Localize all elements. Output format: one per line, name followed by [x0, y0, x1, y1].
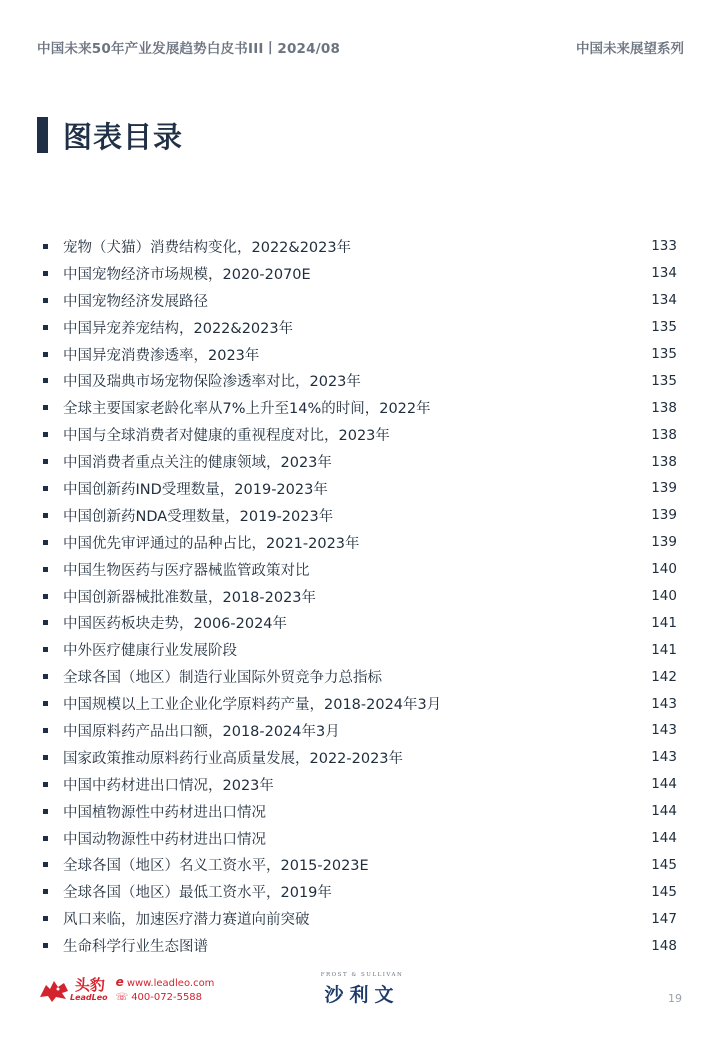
website-link[interactable]: www.leadleo.com: [126, 978, 215, 989]
toc-entry-label: 中国创新器械批准数量，2018-2023年: [63, 589, 317, 606]
toc-entry-label: 中国异宠养宠结构，2022&2023年: [63, 320, 294, 337]
toc-entry-page: 142: [651, 668, 677, 685]
toc-entry-page: 138: [651, 453, 677, 470]
leadleo-logo: [38, 974, 214, 1006]
bullet-icon: [43, 943, 48, 948]
toc-entry[interactable]: [43, 448, 677, 475]
document-header-title: 中国未来50年产业发展趋势白皮书III丨2024/08: [37, 41, 341, 57]
toc-entry[interactable]: [43, 583, 677, 610]
toc-entry[interactable]: [43, 932, 677, 959]
fox-logo-icon: [38, 977, 70, 1003]
toc-entry-label: 中国异宠消费渗透率，2023年: [63, 347, 260, 364]
bullet-icon: [43, 325, 48, 330]
frost-sullivan-logo: [312, 972, 412, 1007]
toc-entry-page: 135: [651, 319, 677, 336]
toc-entry[interactable]: [43, 905, 677, 932]
brand-name-en: LeadLeo: [70, 993, 108, 1002]
toc-entry-page: 133: [651, 238, 677, 255]
toc-entry[interactable]: [43, 421, 677, 448]
toc-entry-page: 143: [651, 695, 677, 712]
toc-entry-label: 中国创新药NDA受理数量，2019-2023年: [63, 508, 334, 525]
toc-entry-page: 135: [651, 372, 677, 389]
toc-entry[interactable]: [43, 260, 677, 287]
bullet-icon: [43, 378, 48, 383]
bullet-icon: [43, 459, 48, 464]
toc-entry-label: 全球各国（地区）最低工资水平，2019年: [63, 885, 332, 902]
toc-entry-page: 138: [651, 426, 677, 443]
title-accent-bar: [37, 117, 48, 153]
toc-entry[interactable]: [43, 529, 677, 556]
bullet-icon: [43, 271, 48, 276]
brand-name-cn: 头豹: [74, 976, 105, 994]
toc-entry-page: 138: [651, 399, 677, 416]
toc-entry-page: 134: [651, 292, 677, 309]
bullet-icon: [43, 809, 48, 814]
bullet-icon: [43, 513, 48, 518]
toc-entry-page: 144: [651, 830, 677, 847]
contact-info: [116, 975, 215, 1005]
bullet-icon: [43, 540, 48, 545]
toc-entry-label: 风口来临，加速医疗潜力赛道向前突破: [63, 912, 310, 929]
toc-entry[interactable]: [43, 502, 677, 529]
toc-entry-page: 147: [651, 910, 677, 927]
toc-entry[interactable]: [43, 878, 677, 905]
page-title-block: [37, 117, 183, 153]
toc-entry[interactable]: [43, 367, 677, 394]
toc-entry[interactable]: [43, 798, 677, 825]
toc-entry[interactable]: [43, 744, 677, 771]
bullet-icon: [43, 298, 48, 303]
toc-entry[interactable]: [43, 233, 677, 260]
toc-entry[interactable]: [43, 287, 677, 314]
toc-entry-page: 143: [651, 722, 677, 739]
toc-entry-page: 141: [651, 614, 677, 631]
toc-entry-page: 145: [651, 856, 677, 873]
toc-entry-label: 生命科学行业生态图谱: [63, 939, 208, 956]
toc-entry-label: 国家政策推动原料药行业高质量发展，2022-2023年: [63, 750, 404, 767]
toc-entry-page: 135: [651, 346, 677, 362]
toc-entry-page: 140: [651, 561, 677, 578]
toc-entry-page: 139: [651, 534, 677, 551]
toc-entry-label: 中国消费者重点关注的健康领域，2023年: [63, 455, 332, 472]
bullet-icon: [43, 620, 48, 625]
bullet-icon: [43, 782, 48, 787]
toc-entry[interactable]: [43, 771, 677, 798]
page-number: 19: [668, 992, 682, 1005]
toc-entry-label: 中国规模以上工业企业化学原料药产量，2018-2024年3月: [63, 697, 442, 714]
bullet-icon: [43, 728, 48, 733]
bullet-icon: [43, 567, 48, 572]
toc-entry-page: 141: [651, 641, 677, 658]
toc-entry[interactable]: [43, 825, 677, 852]
toc-entry[interactable]: [43, 690, 677, 717]
toc-entry-label: 中国中药材进出口情况，2023年: [63, 777, 274, 794]
toc-entry-page: 139: [651, 480, 677, 497]
series-name: 中国未来展望系列: [576, 41, 684, 57]
table-of-figures: [43, 233, 677, 959]
bullet-icon: [43, 836, 48, 841]
toc-entry[interactable]: [43, 717, 677, 744]
bullet-icon: [43, 755, 48, 760]
toc-entry[interactable]: [43, 851, 677, 878]
bullet-icon: [43, 701, 48, 706]
toc-entry-label: 中国植物源性中药材进出口情况: [63, 804, 266, 821]
toc-entry[interactable]: [43, 636, 677, 663]
toc-entry-label: 中国宠物经济发展路径: [63, 293, 208, 310]
bullet-icon: [43, 594, 48, 599]
toc-entry[interactable]: [43, 663, 677, 690]
toc-entry-page: 145: [651, 883, 677, 900]
bullet-icon: [43, 889, 48, 894]
bullet-icon: [43, 674, 48, 679]
web-icon: e: [115, 975, 124, 989]
bullet-icon: [43, 647, 48, 652]
toc-entry[interactable]: [43, 609, 677, 636]
toc-entry[interactable]: [43, 556, 677, 583]
page-title: 图表目录: [63, 119, 184, 154]
toc-entry[interactable]: [43, 314, 677, 341]
partner-name-cn: 沙利文: [324, 984, 400, 1006]
website-line: [116, 975, 215, 991]
toc-entry-label: 中国生物医药与医疗器械监管政策对比: [63, 562, 310, 579]
toc-entry-page: 148: [651, 937, 677, 954]
toc-entry-label: 中国优先审评通过的品种占比，2021-2023年: [63, 535, 360, 552]
toc-entry-label: 中国及瑞典市场宠物保险渗透率对比，2023年: [63, 374, 361, 391]
toc-entry-page: 134: [651, 265, 677, 282]
toc-entry-label: 中国与全球消费者对健康的重视程度对比，2023年: [63, 428, 390, 445]
toc-entry-label: 中国宠物经济市场规模，2020-2070E: [63, 266, 311, 283]
brand-name: [70, 978, 108, 1002]
toc-entry[interactable]: [43, 475, 677, 502]
toc-entry[interactable]: [43, 341, 677, 368]
toc-entry-page: 143: [651, 749, 677, 766]
toc-entry-label: 全球各国（地区）名义工资水平，2015-2023E: [63, 858, 369, 875]
phone-icon: ☏: [115, 992, 129, 1003]
toc-entry[interactable]: [43, 394, 677, 421]
phone-line: [116, 991, 215, 1005]
toc-entry-page: 140: [651, 588, 677, 605]
toc-entry-label: 宠物（犬猫）消费结构变化，2022&2023年: [63, 239, 352, 256]
toc-entry-label: 中国医药板块走势，2006-2024年: [63, 616, 288, 633]
toc-entry-label: 中国原料药产品出口额，2018-2024年3月: [63, 723, 340, 740]
bullet-icon: [43, 244, 48, 249]
bullet-icon: [43, 432, 48, 437]
bullet-icon: [43, 486, 48, 491]
bullet-icon: [43, 862, 48, 867]
toc-entry-label: 全球各国（地区）制造行业国际外贸竞争力总指标: [63, 670, 382, 687]
toc-entry-page: 144: [651, 803, 677, 820]
bullet-icon: [43, 352, 48, 357]
toc-entry-label: 中外医疗健康行业发展阶段: [63, 643, 237, 660]
toc-entry-page: 139: [651, 507, 677, 524]
toc-entry-label: 中国动物源性中药材进出口情况: [63, 831, 266, 848]
bullet-icon: [43, 916, 48, 921]
bullet-icon: [43, 405, 48, 410]
partner-name-en: FROST & SULLIVAN: [320, 972, 404, 978]
toc-entry-label: 中国创新药IND受理数量，2019-2023年: [63, 481, 328, 498]
phone-number: 400-072-5588: [131, 992, 203, 1003]
toc-entry-label: 全球主要国家老龄化率从7%上升至14%的时间，2022年: [63, 401, 431, 418]
toc-entry-page: 144: [651, 776, 677, 793]
